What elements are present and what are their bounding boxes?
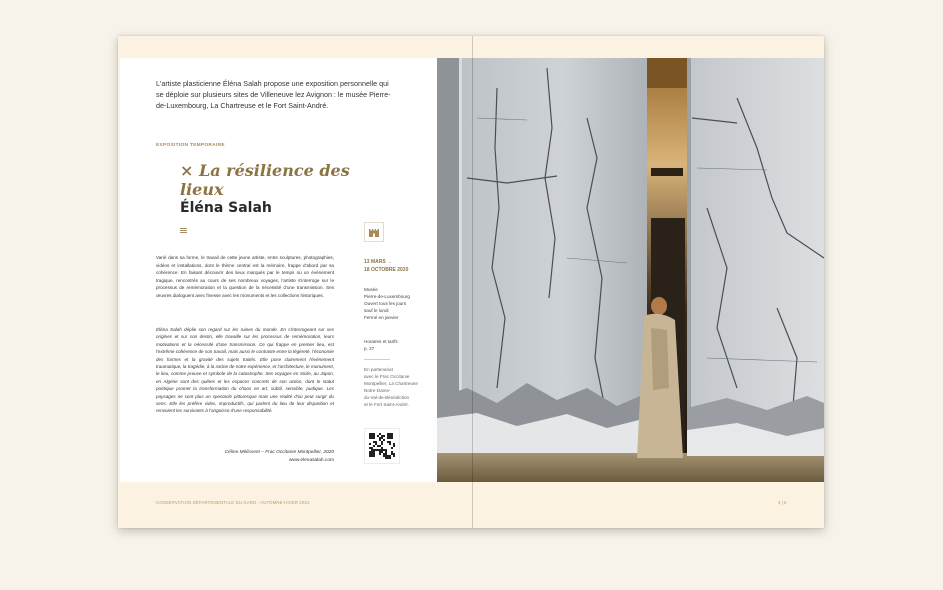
menu-icon [180, 228, 187, 233]
credit-author: Céline Mélissent – Frac Occitanie Montpellier, 2020 [224, 450, 334, 455]
page-gutter [472, 36, 473, 528]
artist-name: Éléna Salah [180, 200, 272, 216]
venue-info: Musée Pierre-de-Luxembourg Ouvert tous les jours sauf le lundi Fermé en janvier [364, 287, 410, 320]
date-range: 13 MARS → 18 OCTOBRE 2020 [364, 259, 409, 273]
quote-text: Éléna Salah déplie son regard sur les ruines du monde. En s'interrogeant sur ses origines et sur son destin, elle travaille sur les processus de remémoration, leurs motivations et la nécessité d'une transmission. Ce qui frappe en premier lieu, est l'extrême cohérence de son travail, mais aussi le contraste entre la légèreté, l'économie des formes et la gravité des sujets traités. Elle pose clairement l'événement traumatique, la tragédie, à la racine de notre expérience, et l'architecture, le monument, le lieu, comme preuve et symbole de la catastrophe. Ses voyages en Sicile, au Japon, en Algérie sont des quêtes et les espaces concrets de son action, dont le statut poétique promet la transformation du chaos en art, subtil, sensible, pudique. Les paysages ne sont plus un spectacle pittoresque mais une réalité d'où peut surgir du sens. Elle les préfère vides, improductifs, qui parlent du lieu de leur disparition et renvoient les survivants à l'angoisse d'une responsabilité. [156, 327, 334, 414]
exhibition-title: × La résilience des lieux [180, 161, 350, 199]
section-kicker: EXPOSITION TEMPORAIRE [156, 143, 225, 148]
footer-publication: CONSERVATION DÉPARTEMENTALE DU GARD · AUTOMNE-HIVER 2021 [156, 500, 310, 505]
hours-info: Horaires et tarifs p. 27 [364, 339, 398, 351]
qr-code-icon[interactable] [364, 428, 400, 464]
castle-icon [364, 222, 384, 242]
credit-block [156, 449, 334, 465]
installation-photo [437, 58, 824, 482]
sidebar-divider [364, 359, 390, 360]
left-page [120, 58, 437, 482]
website-link[interactable]: www.elenasalah.com [288, 458, 334, 463]
intro-text: L'artiste plasticienne Éléna Salah propose une exposition personnelle qui se déploie sur plusieurs sites de Villeneuve lez Avignon : le musée Pierre-de-Luxembourg, La Chartreuse et le Fort Saint-André. [156, 79, 391, 110]
body-text: Varié dans sa forme, le travail de cette jeune artiste, entre sculptures, photographies, vidéos et installations, dont le thème central est la mémoire, frappe d'abord par sa cohérence. En faisant découvrir des lieux marqués par le temps ou un événement tragique, rencontrés au cours de ses nombreux voyages, l'artiste s'interroge sur le processus de remémoration et la question de la nécessité d'une transmission. Ses œuvres dialoguent avec finesse avec les monuments et les collections historiques. [156, 255, 334, 298]
partner-info: En partenariat avec le Frac Occitanie Montpellier, La Chartreuse Notre-Dame- du-Val-de-Bénédiction et le Fort Saint-André. [364, 367, 418, 407]
footer-page-numbers: 4 | 5 [778, 500, 787, 505]
